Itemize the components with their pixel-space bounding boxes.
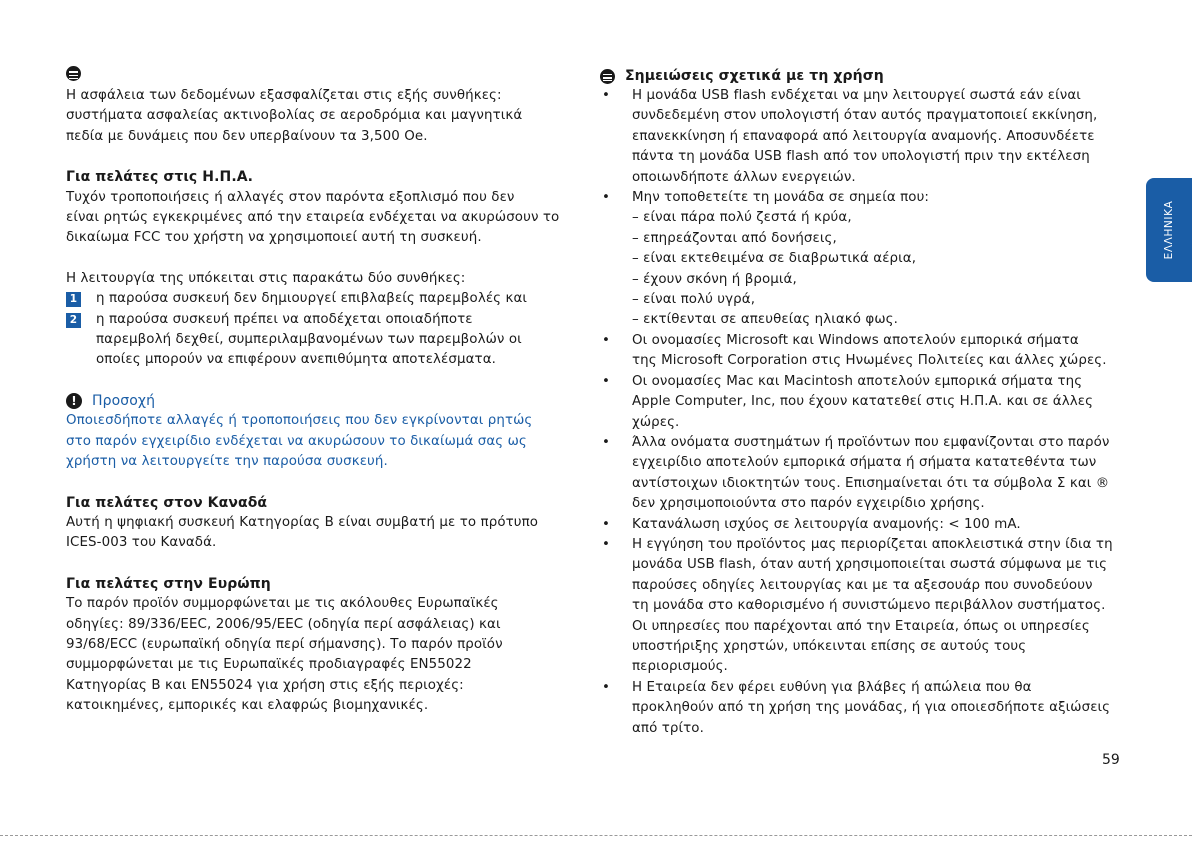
conditions-intro: Η λειτουργία της υπόκειται στις παρακάτω δύο συνθήκες:: [66, 270, 466, 286]
left-column: [66, 66, 586, 717]
usa-paragraph: Τυχόν τροποποιήσεις ή αλλαγές στον παρόντα εξοπλισμό που δεν είναι ρητώς εγκεκριμένες από την εταιρεία ενδέχεται να ακυρώσουν το δικαίωμα FCC του χρήστη να χρησιμοποιεί αυτή τη συσκευή.: [66, 189, 560, 246]
note-block: [66, 66, 586, 147]
bullet-dot: •: [602, 373, 610, 389]
bullet-dot: •: [602, 434, 610, 450]
note-icon: [600, 69, 615, 84]
bullet-dot: •: [602, 190, 610, 206]
caution-text: Οποιεσδήποτε αλλαγές ή τροποποιήσεις που δεν εγκρίνονται ρητώς στο παρόν εγχειρίδιο ενδέχεται να ακυρώσουν το δικαίωμά σας ως χρήστη να λειτουργείτε την παρούσα συσκευή.: [66, 413, 533, 470]
conditions-list: [66, 289, 586, 371]
list-item: 1 η παρούσα συσκευή δεν δημιουργεί επιβλαβείς παρεμβολές και: [66, 289, 586, 309]
section-heading-europe: Για πελάτες στην Ευρώπη: [66, 575, 271, 592]
list-item: • Η εγγύηση του προϊόντος μας περιορίζεται αποκλειστικά στην ίδια τη μονάδα USB flash, όταν αυτή χρησιμοποιείται σωστά σύμφωνα με τις παρούσες οδηγίες λειτουργίας και με τα αξεσουάρ που συνοδεύουν τη μονάδα στο καθορισμένο ή συνιστώμενο περιβάλλον συστήματος. Οι υπηρεσίες που παρέχονται από την Εταιρεία, όπως οι υπηρεσίες υποστήριξης χρηστών, υπόκεινται επίσης σε αυτούς τους περιορισμούς.: [602, 536, 1113, 675]
list-item: • Η μονάδα USB flash ενδέχεται να μην λειτουργεί σωστά εάν είναι συνδεδεμένη στον υπολογιστή όταν αυτός πραγματοποιεί εκκίνηση, επανεκκίνηση ή επαναφορά από λειτουργία αναμονής. Αποσυνδέετε πάντα τη μονάδα USB flash από τον υπολογιστή πριν την εκτέλεση οποιωνδήποτε άλλων ενεργειών.: [602, 88, 1098, 185]
page-bottom-line: [0, 835, 1192, 836]
list-item: • Οι ονομασίες Mac και Macintosh αποτελούν εμπορικά σήματα της Apple Computer, Inc, που έχουν κατατεθεί στις Η.Π.Α. και σε άλλες χώρες.: [602, 373, 1094, 430]
list-item: • Κατανάλωση ισχύος σε λειτουργία αναμονής: < 100 mA.: [600, 515, 1130, 535]
language-tab: [1146, 178, 1192, 282]
section-heading-usa: Για πελάτες στις Η.Π.Α.: [66, 169, 254, 186]
number-badge: 2: [66, 313, 81, 328]
bullet-dot: •: [602, 536, 610, 552]
note-text: Η ασφάλεια των δεδομένων εξασφαλίζεται στις εξής συνθήκες: συστήματα ασφαλείας ακτινοβολίας σε αεροδρόμια και μαγνητικά πεδία με δυνάμεις που δεν υπερβαίνουν τα 3,500 Oe.: [66, 88, 523, 144]
list-item: 2 η παρούσα συσκευή πρέπει να αποδέχεται οποιαδήποτε παρεμβολή δεχθεί, συμπεριλαμβανομένων των παρεμβολών οι οποίες μπορούν να επιφέρουν ανεπιθύμητα αποτελέσματα.: [66, 310, 586, 371]
usage-notes-list: [600, 86, 1130, 739]
bullet-dot: •: [602, 332, 610, 348]
bullet-dot: •: [602, 516, 610, 532]
note-icon: [66, 66, 81, 81]
location-sub-list: – είναι πάρα πολύ ζεστά ή κρύα, – επηρεάζονται από δονήσεις, – είναι εκτεθειμένα σε διαβρωτικά αέρια, – έχουν σκόνη ή βρομιά, – είναι πολύ υγρά, – εκτίθενται σε απευθείας ηλιακό φως.: [632, 210, 917, 328]
usage-notes-heading: Σημειώσεις σχετικά με τη χρήση: [625, 67, 884, 84]
caution-block: [66, 391, 586, 473]
europe-section: Για πελάτες στην Ευρώπη Το παρόν προϊόν συμμορφώνεται με τις ακόλουθες Ευρωπαϊκές οδηγίες: 89/336/EEC, 2006/95/EEC (οδηγία περί ασφάλειας) και 93/68/ECC (ευρωπαϊκή οδηγία περί σήμανσης). Το παρόν προϊόν συμμορφώνεται με τις Ευρωπαϊκές προδιαγραφές EN55022 Κατηγορίας B και EN55024 για χρήση στις εξής περιοχές: κατοικημένες, εμπορικές και ελαφρώς βιομηχανικές.: [66, 574, 586, 717]
section-heading-canada: Για πελάτες στον Καναδά: [66, 494, 268, 511]
usa-section: [66, 167, 586, 371]
right-column: [600, 66, 1130, 739]
canada-section: Για πελάτες στον Καναδά Αυτή η ψηφιακή συσκευή Κατηγορίας B είναι συμβατή με το πρότυπο ICES-003 του Καναδά.: [66, 493, 586, 554]
bullet-dot: •: [602, 88, 610, 103]
language-tab-label: ΕΛΛΗΝΙΚΑ: [1163, 200, 1175, 260]
page-number: 59: [1102, 752, 1120, 768]
caution-heading: Προσοχή: [92, 392, 156, 409]
bullet-dot: •: [602, 679, 610, 695]
list-item: • Οι ονομασίες Microsoft και Windows αποτελούν εμπορικά σήματα της Microsoft Corporation στις Ηνωμένες Πολιτείες και άλλες χώρες.: [602, 332, 1107, 369]
exclamation-icon: !: [66, 393, 82, 409]
list-item: • Η Εταιρεία δεν φέρει ευθύνη για βλάβες ή απώλεια που θα προκληθούν από τη χρήση της μονάδας, ή για οποιεσδήποτε αξιώσεις από τρίτο.: [602, 679, 1111, 736]
number-badge: 1: [66, 292, 81, 307]
list-item: • Μην τοποθετείτε τη μονάδα σε σημεία που: – είναι πάρα πολύ ζεστά ή κρύα, – επηρεάζονται από δονήσεις, – είναι εκτεθειμένα σε διαβρωτικά αέρια, – έχουν σκόνη ή βρομιά, – είναι πολύ υγρά, – εκτίθενται σε απευθείας ηλιακό φως.: [600, 188, 1130, 331]
list-item: • Άλλα ονόματα συστημάτων ή προϊόντων που εμφανίζονται στο παρόν εγχειρίδιο αποτελούν εμπορικά σήματα ή σήματα κατατεθέντα των αντίστοιχων ιδιοκτητών τους. Επισημαίνεται ότι τα σύμβολα Σ και ® δεν χρησιμοποιούντα στο παρόν εγχειρίδιο χρήσης.: [602, 434, 1110, 512]
